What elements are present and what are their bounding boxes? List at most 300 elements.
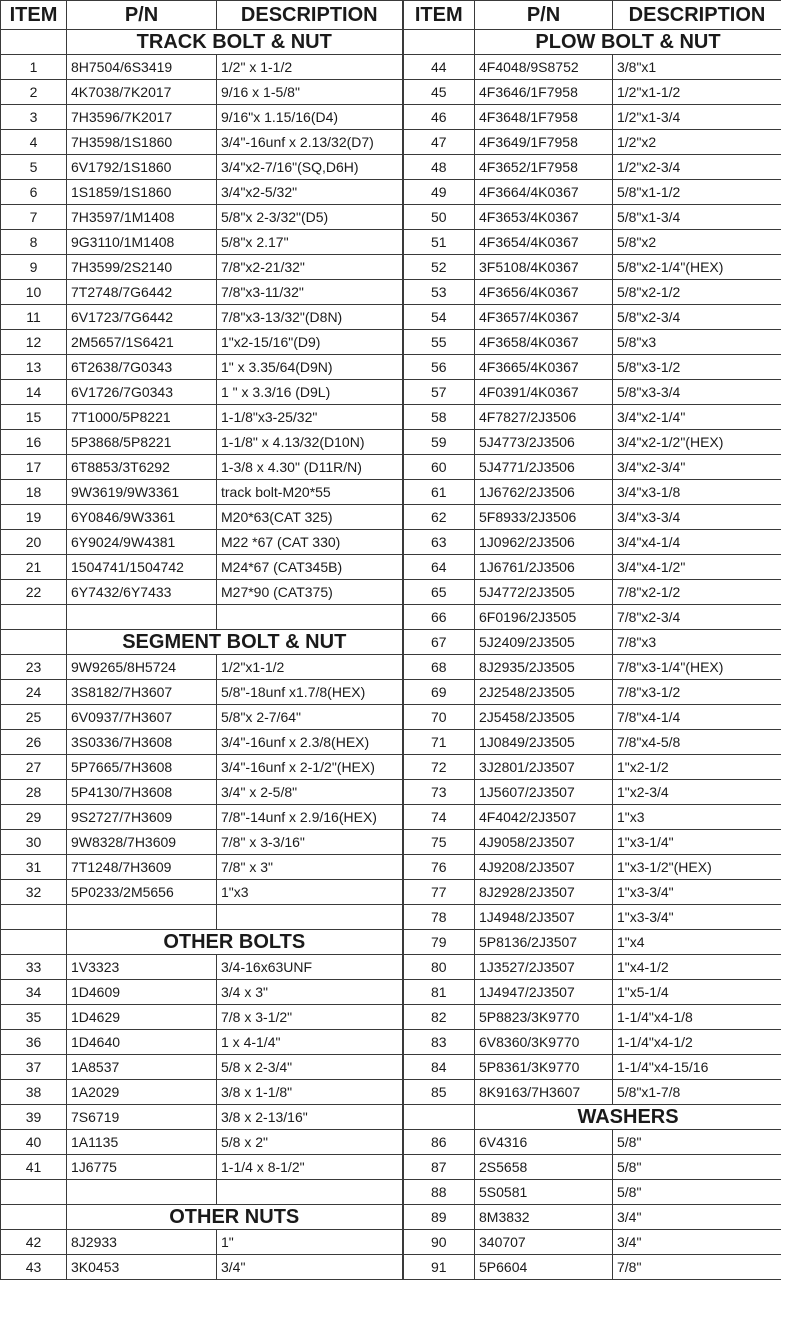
table-row — [1, 680, 782, 705]
table-row — [1, 505, 782, 530]
description-right: 5/8"x3-1/2 — [613, 355, 782, 380]
description-right: 1"x4-1/2 — [613, 955, 782, 980]
description-right: 1"x5-1/4 — [613, 980, 782, 1005]
description-left: 3/8 x 1-1/8" — [217, 1080, 403, 1105]
part-number-left: 7H3597/1M1408 — [67, 205, 217, 230]
part-number-left: 1A2029 — [67, 1080, 217, 1105]
item-number-right: 76 — [403, 855, 475, 880]
part-number-right: 1J0849/2J3505 — [475, 730, 613, 755]
description-right: 5/8"x2-1/4"(HEX) — [613, 255, 782, 280]
section-title-track: TRACK BOLT & NUT — [67, 30, 403, 55]
description-right: 5/8"x2-1/2 — [613, 280, 782, 305]
header-pn-left: P/N — [67, 1, 217, 30]
item-number-left: 18 — [1, 480, 67, 505]
part-number-right: 8J2935/2J3505 — [475, 655, 613, 680]
table-row — [1, 1155, 782, 1180]
part-number-right: 4F3658/4K0367 — [475, 330, 613, 355]
table-row — [1, 130, 782, 155]
description-right: 7/8" — [613, 1255, 782, 1280]
part-number-left: 3S0336/7H3608 — [67, 730, 217, 755]
item-number-right: 77 — [403, 880, 475, 905]
table-row — [1, 655, 782, 680]
part-number-left: 9S2727/7H3609 — [67, 805, 217, 830]
part-number-right: 1J4947/2J3507 — [475, 980, 613, 1005]
item-number-left: 37 — [1, 1055, 67, 1080]
part-number-right: 4F3664/4K0367 — [475, 180, 613, 205]
description-left: M27*90 (CAT375) — [217, 580, 403, 605]
part-number-right: 4F4042/2J3507 — [475, 805, 613, 830]
item-number-left: 27 — [1, 755, 67, 780]
part-number-right: 2J5458/2J3505 — [475, 705, 613, 730]
table-row — [1, 1180, 782, 1205]
part-number-right: 5P8361/3K9770 — [475, 1055, 613, 1080]
part-number-left: 9W9265/8H5724 — [67, 655, 217, 680]
part-number-left: 1S1859/1S1860 — [67, 180, 217, 205]
page-margin — [781, 0, 800, 1321]
table-row — [1, 905, 782, 930]
item-number-right: 55 — [403, 330, 475, 355]
item-number-right: 48 — [403, 155, 475, 180]
table-row — [1, 280, 782, 305]
table-row — [1, 580, 782, 605]
item-number-right: 58 — [403, 405, 475, 430]
description-left: 3/4"x2-5/32" — [217, 180, 403, 205]
part-number-right: 8M3832 — [475, 1205, 613, 1230]
item-number-right: 84 — [403, 1055, 475, 1080]
item-number-right: 59 — [403, 430, 475, 455]
description-left: 3/8 x 2-13/16" — [217, 1105, 403, 1130]
table-row — [1, 1005, 782, 1030]
empty-cell — [1, 1180, 67, 1205]
part-number-right: 6F0196/2J3505 — [475, 605, 613, 630]
table-row — [1, 1205, 782, 1230]
part-number-left: 7T1000/5P8221 — [67, 405, 217, 430]
item-number-right: 86 — [403, 1130, 475, 1155]
part-number-right: 1J6762/2J3506 — [475, 480, 613, 505]
part-number-left: 6V1723/7G6442 — [67, 305, 217, 330]
part-number-right: 5S0581 — [475, 1180, 613, 1205]
table-row — [1, 1055, 782, 1080]
table-row — [1, 755, 782, 780]
description-right: 1"x3 — [613, 805, 782, 830]
table-row — [1, 780, 782, 805]
description-left: 3/4"x2-7/16"(SQ,D6H) — [217, 155, 403, 180]
item-number-left: 24 — [1, 680, 67, 705]
header-item-left: ITEM — [1, 1, 67, 30]
item-number-left: 38 — [1, 1080, 67, 1105]
table-row — [1, 805, 782, 830]
description-right: 5/8"x1-3/4 — [613, 205, 782, 230]
part-number-right: 2S5658 — [475, 1155, 613, 1180]
empty-cell — [1, 905, 67, 930]
description-right: 3/4"x2-1/2"(HEX) — [613, 430, 782, 455]
description-right: 1"x4 — [613, 930, 782, 955]
description-left: 9/16 x 1-5/8" — [217, 80, 403, 105]
item-number-left: 36 — [1, 1030, 67, 1055]
part-number-left: 9W8328/7H3609 — [67, 830, 217, 855]
part-number-left: 1D4609 — [67, 980, 217, 1005]
table-row — [1, 1080, 782, 1105]
table-row — [1, 955, 782, 980]
description-right: 1-1/4"x4-1/2 — [613, 1030, 782, 1055]
description-left: 7/8"-14unf x 2.9/16(HEX) — [217, 805, 403, 830]
part-number-left: 6Y7432/6Y7433 — [67, 580, 217, 605]
description-left: 3/4"-16unf x 2.3/8(HEX) — [217, 730, 403, 755]
item-number-left: 10 — [1, 280, 67, 305]
table-row — [1, 930, 782, 955]
part-number-left: 5P0233/2M5656 — [67, 880, 217, 905]
table-row — [1, 630, 782, 655]
part-number-right: 5F8933/2J3506 — [475, 505, 613, 530]
description-right: 3/4"x4-1/2" — [613, 555, 782, 580]
part-number-left: 1504741/1504742 — [67, 555, 217, 580]
header-description-left: DESCRIPTION — [217, 1, 403, 30]
item-number-right: 89 — [403, 1205, 475, 1230]
part-number-left: 5P7665/7H3608 — [67, 755, 217, 780]
empty-item-cell — [1, 30, 67, 55]
item-number-left: 12 — [1, 330, 67, 355]
description-left: 7/8"x2-21/32" — [217, 255, 403, 280]
description-left: M20*63(CAT 325) — [217, 505, 403, 530]
empty-item-cell — [403, 1105, 475, 1130]
description-left: 3/4-16x63UNF — [217, 955, 403, 980]
table-row — [1, 530, 782, 555]
table-row — [1, 730, 782, 755]
table-row — [1, 230, 782, 255]
description-left: 1" — [217, 1230, 403, 1255]
description-right: 1/2"x2-3/4 — [613, 155, 782, 180]
description-left: 3/4"-16unf x 2.13/32(D7) — [217, 130, 403, 155]
item-number-right: 83 — [403, 1030, 475, 1055]
part-number-left: 7T1248/7H3609 — [67, 855, 217, 880]
table-row — [1, 30, 782, 55]
item-number-left: 4 — [1, 130, 67, 155]
item-number-right: 46 — [403, 105, 475, 130]
item-number-right: 60 — [403, 455, 475, 480]
part-number-left: 3S8182/7H3607 — [67, 680, 217, 705]
description-right: 1/2"x1-3/4 — [613, 105, 782, 130]
item-number-left: 7 — [1, 205, 67, 230]
part-number-right: 5P8823/3K9770 — [475, 1005, 613, 1030]
part-number-right: 4F3653/4K0367 — [475, 205, 613, 230]
item-number-right: 85 — [403, 1080, 475, 1105]
item-number-left: 43 — [1, 1255, 67, 1280]
item-number-left: 34 — [1, 980, 67, 1005]
item-number-left: 9 — [1, 255, 67, 280]
part-number-left: 9W3619/9W3361 — [67, 480, 217, 505]
item-number-right: 53 — [403, 280, 475, 305]
part-number-left: 1J6775 — [67, 1155, 217, 1180]
description-left: 1-3/8 x 4.30" (D11R/N) — [217, 455, 403, 480]
header-description-right: DESCRIPTION — [613, 1, 782, 30]
part-number-left: 6V0937/7H3607 — [67, 705, 217, 730]
description-right: 1/2"x1-1/2 — [613, 80, 782, 105]
part-number-left: 4K7038/7K2017 — [67, 80, 217, 105]
description-left: 7/8" x 3-3/16" — [217, 830, 403, 855]
item-number-right: 67 — [403, 630, 475, 655]
table-row — [1, 430, 782, 455]
description-right: 1"x3-3/4" — [613, 880, 782, 905]
item-number-left: 21 — [1, 555, 67, 580]
item-number-left: 5 — [1, 155, 67, 180]
item-number-right: 65 — [403, 580, 475, 605]
item-number-left: 42 — [1, 1230, 67, 1255]
item-number-left: 15 — [1, 405, 67, 430]
item-number-left: 6 — [1, 180, 67, 205]
table-row — [1, 255, 782, 280]
item-number-left: 19 — [1, 505, 67, 530]
part-number-right: 5P6604 — [475, 1255, 613, 1280]
part-number-right: 4F3657/4K0367 — [475, 305, 613, 330]
part-number-right: 8J2928/2J3507 — [475, 880, 613, 905]
item-number-right: 66 — [403, 605, 475, 630]
description-right: 5/8"x2 — [613, 230, 782, 255]
description-right: 7/8"x3 — [613, 630, 782, 655]
table-row — [1, 1230, 782, 1255]
part-number-right: 8K9163/7H3607 — [475, 1080, 613, 1105]
description-left: 7/8" x 3" — [217, 855, 403, 880]
part-number-left: 1V3323 — [67, 955, 217, 980]
description-right: 1-1/4"x4-15/16 — [613, 1055, 782, 1080]
empty-item-cell — [1, 930, 67, 955]
item-number-left: 11 — [1, 305, 67, 330]
part-number-right: 4F4048/9S8752 — [475, 55, 613, 80]
table-row — [1, 1030, 782, 1055]
table-row — [1, 605, 782, 630]
table-row — [1, 880, 782, 905]
description-left: 5/8"x 2-7/64" — [217, 705, 403, 730]
item-number-left: 33 — [1, 955, 67, 980]
part-number-right: 4F3665/4K0367 — [475, 355, 613, 380]
description-right: 5/8"x3 — [613, 330, 782, 355]
item-number-left: 28 — [1, 780, 67, 805]
item-number-left: 30 — [1, 830, 67, 855]
part-number-left: 6T8853/3T6292 — [67, 455, 217, 480]
item-number-right: 82 — [403, 1005, 475, 1030]
item-number-right: 68 — [403, 655, 475, 680]
description-left: 1"x2-15/16"(D9) — [217, 330, 403, 355]
part-number-right: 5J4773/2J3506 — [475, 430, 613, 455]
part-number-left: 6V1792/1S1860 — [67, 155, 217, 180]
table-row — [1, 455, 782, 480]
part-number-right: 1J5607/2J3507 — [475, 780, 613, 805]
section-title-other_bolts: OTHER BOLTS — [67, 930, 403, 955]
item-number-left: 23 — [1, 655, 67, 680]
description-right: 1"x2-3/4 — [613, 780, 782, 805]
description-right: 1/2"x2 — [613, 130, 782, 155]
description-left: 5/8"-18unf x1.7/8(HEX) — [217, 680, 403, 705]
item-number-left: 22 — [1, 580, 67, 605]
empty-cell — [67, 905, 217, 930]
item-number-right: 44 — [403, 55, 475, 80]
part-number-left: 6Y9024/9W4381 — [67, 530, 217, 555]
table-row — [1, 480, 782, 505]
description-right: 3/4"x2-1/4" — [613, 405, 782, 430]
description-left: 7/8"x3-13/32"(D8N) — [217, 305, 403, 330]
description-left: 5/8 x 2" — [217, 1130, 403, 1155]
description-right: 1-1/4"x4-1/8 — [613, 1005, 782, 1030]
description-left: 9/16"x 1.15/16(D4) — [217, 105, 403, 130]
empty-cell — [217, 1180, 403, 1205]
table-row — [1, 1130, 782, 1155]
part-number-right: 6V4316 — [475, 1130, 613, 1155]
description-left: 1"x3 — [217, 880, 403, 905]
empty-cell — [1, 605, 67, 630]
description-right: 3/4" — [613, 1205, 782, 1230]
description-left: 1-1/8" x 4.13/32(D10N) — [217, 430, 403, 455]
empty-item-cell — [403, 30, 475, 55]
part-number-left: 8J2933 — [67, 1230, 217, 1255]
item-number-left: 41 — [1, 1155, 67, 1180]
item-number-right: 61 — [403, 480, 475, 505]
part-number-right: 1J6761/2J3506 — [475, 555, 613, 580]
part-number-right: 1J0962/2J3506 — [475, 530, 613, 555]
part-number-left: 1A1135 — [67, 1130, 217, 1155]
description-right: 5/8" — [613, 1130, 782, 1155]
description-left: M22 *67 (CAT 330) — [217, 530, 403, 555]
part-number-right: 4J9208/2J3507 — [475, 855, 613, 880]
item-number-left: 20 — [1, 530, 67, 555]
item-number-right: 74 — [403, 805, 475, 830]
table-row — [1, 1105, 782, 1130]
item-number-left: 1 — [1, 55, 67, 80]
empty-cell — [67, 1180, 217, 1205]
part-number-left: 7S6719 — [67, 1105, 217, 1130]
item-number-right: 57 — [403, 380, 475, 405]
item-number-left: 17 — [1, 455, 67, 480]
item-number-left: 31 — [1, 855, 67, 880]
item-number-right: 49 — [403, 180, 475, 205]
part-number-right: 6V8360/3K9770 — [475, 1030, 613, 1055]
part-number-left: 5P4130/7H3608 — [67, 780, 217, 805]
description-left: 1/2" x 1-1/2 — [217, 55, 403, 80]
part-number-left: 8H7504/6S3419 — [67, 55, 217, 80]
description-right: 7/8"x4-1/4 — [613, 705, 782, 730]
item-number-right: 79 — [403, 930, 475, 955]
table-row — [1, 1255, 782, 1280]
item-number-left: 32 — [1, 880, 67, 905]
part-number-right: 3F5108/4K0367 — [475, 255, 613, 280]
part-number-left: 9G3110/1M1408 — [67, 230, 217, 255]
item-number-right: 45 — [403, 80, 475, 105]
item-number-left: 26 — [1, 730, 67, 755]
table-row — [1, 105, 782, 130]
item-number-right: 91 — [403, 1255, 475, 1280]
part-number-right: 4F3648/1F7958 — [475, 105, 613, 130]
item-number-right: 88 — [403, 1180, 475, 1205]
description-left: 3/4 x 3" — [217, 980, 403, 1005]
item-number-right: 50 — [403, 205, 475, 230]
description-right: 7/8"x2-3/4 — [613, 605, 782, 630]
description-left: 5/8"x 2.17" — [217, 230, 403, 255]
description-right: 3/4"x4-1/4 — [613, 530, 782, 555]
table-row — [1, 555, 782, 580]
part-number-right: 4F3656/4K0367 — [475, 280, 613, 305]
description-left: 1-1/4 x 8-1/2" — [217, 1155, 403, 1180]
item-number-right: 87 — [403, 1155, 475, 1180]
table-row — [1, 355, 782, 380]
part-number-right: 4F3652/1F7958 — [475, 155, 613, 180]
item-number-right: 62 — [403, 505, 475, 530]
description-right: 3/4"x2-3/4" — [613, 455, 782, 480]
part-number-left: 1D4640 — [67, 1030, 217, 1055]
description-left: 1 " x 3.3/16 (D9L) — [217, 380, 403, 405]
part-number-left: 3K0453 — [67, 1255, 217, 1280]
description-right: 1"x3-1/2"(HEX) — [613, 855, 782, 880]
table-row — [1, 180, 782, 205]
description-right: 5/8"x3-3/4 — [613, 380, 782, 405]
item-number-right: 90 — [403, 1230, 475, 1255]
empty-cell — [217, 905, 403, 930]
table-row — [1, 80, 782, 105]
part-number-right: 4F3654/4K0367 — [475, 230, 613, 255]
description-left: 1" x 3.35/64(D9N) — [217, 355, 403, 380]
part-number-left: 7H3598/1S1860 — [67, 130, 217, 155]
header-pn-right: P/N — [475, 1, 613, 30]
item-number-right: 72 — [403, 755, 475, 780]
part-number-left: 7H3599/2S2140 — [67, 255, 217, 280]
item-number-left: 40 — [1, 1130, 67, 1155]
part-number-left: 5P3868/5P8221 — [67, 430, 217, 455]
table-row — [1, 980, 782, 1005]
description-right: 3/4"x3-1/8 — [613, 480, 782, 505]
description-right: 7/8"x3-1/4"(HEX) — [613, 655, 782, 680]
item-number-left: 25 — [1, 705, 67, 730]
item-number-left: 8 — [1, 230, 67, 255]
part-number-left: 1A8537 — [67, 1055, 217, 1080]
table-row — [1, 380, 782, 405]
description-right: 7/8"x3-1/2 — [613, 680, 782, 705]
part-number-right: 2J2548/2J3505 — [475, 680, 613, 705]
part-number-right: 340707 — [475, 1230, 613, 1255]
part-number-right: 5J4771/2J3506 — [475, 455, 613, 480]
item-number-right: 54 — [403, 305, 475, 330]
description-right: 1"x3-3/4" — [613, 905, 782, 930]
item-number-left: 16 — [1, 430, 67, 455]
part-number-left: 7H3596/7K2017 — [67, 105, 217, 130]
part-number-right: 5J2409/2J3505 — [475, 630, 613, 655]
item-number-right: 80 — [403, 955, 475, 980]
table-row — [1, 330, 782, 355]
table-row — [1, 155, 782, 180]
item-number-right: 63 — [403, 530, 475, 555]
item-number-right: 51 — [403, 230, 475, 255]
table-row — [1, 830, 782, 855]
description-right: 5/8" — [613, 1180, 782, 1205]
part-number-right: 1J4948/2J3507 — [475, 905, 613, 930]
table-row — [1, 55, 782, 80]
description-right: 5/8" — [613, 1155, 782, 1180]
description-left: 3/4"-16unf x 2-1/2"(HEX) — [217, 755, 403, 780]
part-number-left: 6T2638/7G0343 — [67, 355, 217, 380]
description-left: 3/4" — [217, 1255, 403, 1280]
header-row — [1, 1, 782, 30]
description-left: 5/8 x 2-3/4" — [217, 1055, 403, 1080]
part-number-right: 4F3646/1F7958 — [475, 80, 613, 105]
header-item-right: ITEM — [403, 1, 475, 30]
description-left: 1 x 4-1/4" — [217, 1030, 403, 1055]
description-right: 1"x3-1/4" — [613, 830, 782, 855]
description-left: 1/2"x1-1/2 — [217, 655, 403, 680]
empty-item-cell — [1, 1205, 67, 1230]
empty-item-cell — [1, 630, 67, 655]
part-number-left: 1D4629 — [67, 1005, 217, 1030]
description-left: 7/8"x3-11/32" — [217, 280, 403, 305]
part-number-left: 2M5657/1S6421 — [67, 330, 217, 355]
item-number-left: 2 — [1, 80, 67, 105]
table-row — [1, 855, 782, 880]
table-row — [1, 705, 782, 730]
